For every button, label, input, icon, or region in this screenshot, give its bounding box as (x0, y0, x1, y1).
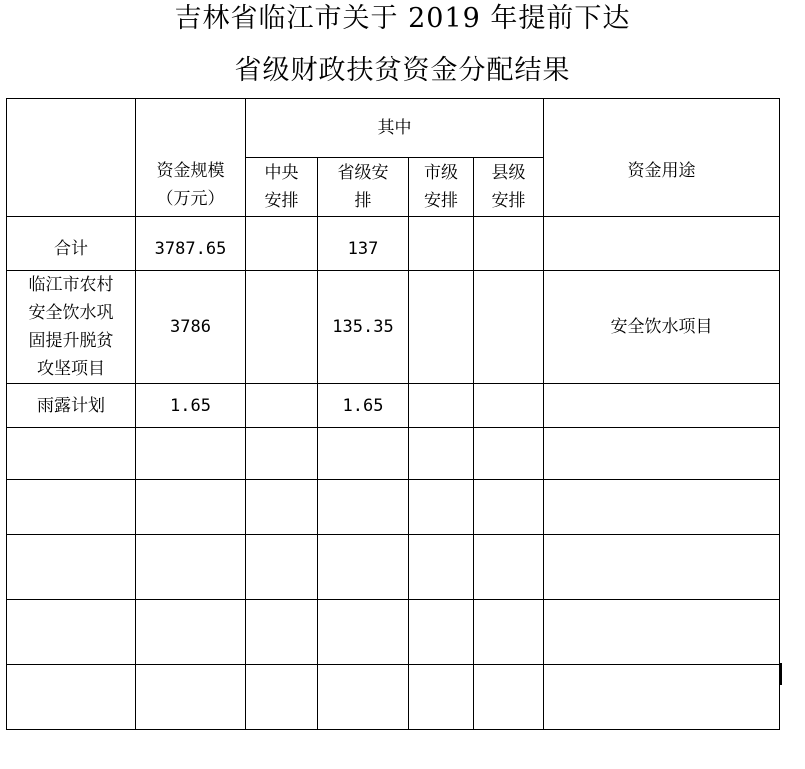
row-name: 雨露计划 (7, 384, 136, 428)
table-row-empty (7, 480, 780, 535)
row-city (409, 271, 474, 384)
table-row-empty (7, 428, 780, 480)
row-name-line-4: 攻坚项目 (37, 359, 105, 379)
row-name-line-3: 固提升脱贫 (28, 331, 114, 351)
row-county (474, 271, 544, 384)
row-name-line-1: 临江市农村 (28, 275, 114, 295)
row-purpose (544, 384, 780, 428)
edge-mark (780, 663, 782, 685)
header-fund-scale-line-1: 资金规模 (156, 161, 225, 181)
row-scale: 1.65 (136, 384, 246, 428)
header-central (246, 158, 318, 217)
header-county-line-2: 安排 (491, 191, 526, 211)
header-county-line-1: 县级 (491, 163, 526, 183)
fund-allocation-table (6, 98, 780, 730)
table-row-water-project (7, 271, 780, 384)
row-city (409, 384, 474, 428)
header-provincial (318, 158, 409, 217)
row-county (474, 217, 544, 271)
document-title-line-1: 吉林省临江市关于 2019 年提前下达 (174, 3, 631, 34)
row-city (409, 217, 474, 271)
header-city (409, 158, 474, 217)
header-item-name (7, 99, 136, 217)
table-row-yulu-plan (7, 384, 780, 428)
header-provincial-line-1: 省级安 (337, 163, 389, 183)
row-scale: 3786 (136, 271, 246, 384)
row-purpose: 安全饮水项目 (544, 271, 780, 384)
header-city-line-2: 安排 (424, 191, 458, 211)
header-central-line-2: 安排 (264, 191, 299, 211)
document-title-line-2: 省级财政扶贫资金分配结果 (234, 55, 571, 86)
row-provincial: 1.65 (318, 384, 409, 428)
row-scale: 3787.65 (136, 217, 246, 271)
header-fund-scale (136, 99, 246, 217)
row-provincial: 137 (318, 217, 409, 271)
header-city-line-1: 市级 (424, 163, 458, 183)
row-provincial: 135.35 (318, 271, 409, 384)
header-provincial-line-2: 排 (354, 191, 372, 211)
table-row-empty (7, 600, 780, 665)
row-name (7, 271, 136, 384)
header-fund-purpose: 资金用途 (544, 99, 780, 217)
header-fund-scale-line-2: （万元） (156, 189, 225, 209)
row-name-line-2: 安全饮水巩 (28, 303, 114, 323)
row-central (246, 217, 318, 271)
row-central (246, 271, 318, 384)
row-purpose (544, 217, 780, 271)
table-row-empty (7, 535, 780, 600)
row-county (474, 384, 544, 428)
row-central (246, 384, 318, 428)
table-row-empty (7, 665, 780, 730)
row-name: 合计 (7, 217, 136, 271)
table-row-total (7, 217, 780, 271)
header-central-line-1: 中央 (264, 163, 299, 183)
header-county (474, 158, 544, 217)
header-of-which: 其中 (246, 99, 544, 158)
